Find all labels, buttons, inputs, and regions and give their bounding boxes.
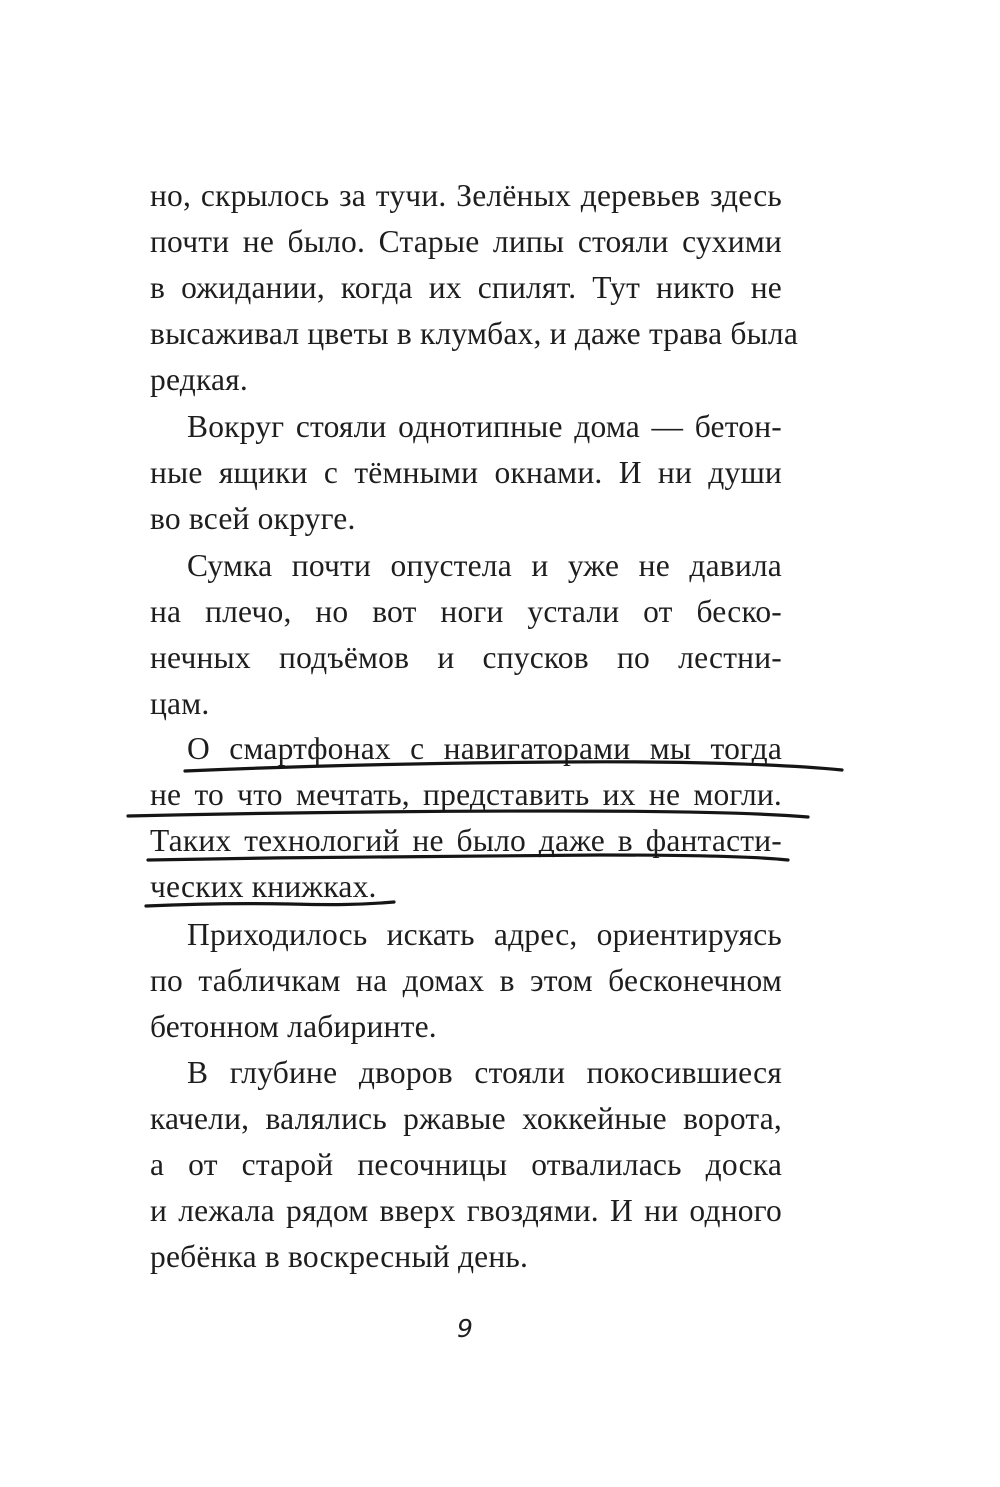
text-line: почти не было. Старые липы стояли сухими xyxy=(150,224,782,259)
text-line: Вокруг стояли однотипные дома — бетон- xyxy=(187,409,782,444)
text-line: В глубине дворов стояли покосившиеся xyxy=(187,1055,782,1090)
text-line: но, скрылось за тучи. Зелёных деревьев здесь xyxy=(150,178,782,213)
text-line-underlined: ческих книжках. xyxy=(150,869,377,904)
text-line: а от старой песочницы отвалилась доска xyxy=(150,1147,782,1182)
text-line: в ожидании, когда их спилят. Тут никто не xyxy=(150,270,782,305)
text-line: Сумка почти опустела и уже не давила xyxy=(187,548,782,583)
text-line: качели, валялись ржавые хоккейные ворота, xyxy=(150,1101,782,1136)
text-line-underlined: Таких технологий не было даже в фантасти- xyxy=(150,823,782,858)
text-line: и лежала рядом вверх гвоздями. И ни одного xyxy=(150,1193,782,1228)
text-line: на плечо, но вот ноги устали от беско- xyxy=(150,594,782,629)
text-line: цам. xyxy=(150,686,210,721)
text-line: редкая. xyxy=(150,362,248,397)
text-line: во всей округе. xyxy=(150,501,356,536)
text-line: ребёнка в воскресный день. xyxy=(150,1239,529,1274)
text-line: ные ящики с тёмными окнами. И ни души xyxy=(150,455,782,490)
text-line: по табличкам на домах в этом бесконечном xyxy=(150,963,782,998)
text-line-underlined: не то что мечтать, представить их не могли. xyxy=(150,777,782,812)
page-number: 9 xyxy=(457,1314,473,1343)
text-line-underlined: О смартфонах с навигаторами мы тогда xyxy=(187,731,782,766)
text-line: бетонном лабиринте. xyxy=(150,1009,437,1044)
text-line: Приходилось искать адрес, ориентируясь xyxy=(187,917,782,952)
text-line: высаживал цветы в клумбах, и даже трава была xyxy=(150,316,799,351)
text-line: нечных подъёмов и спусков по лестни- xyxy=(150,640,782,675)
